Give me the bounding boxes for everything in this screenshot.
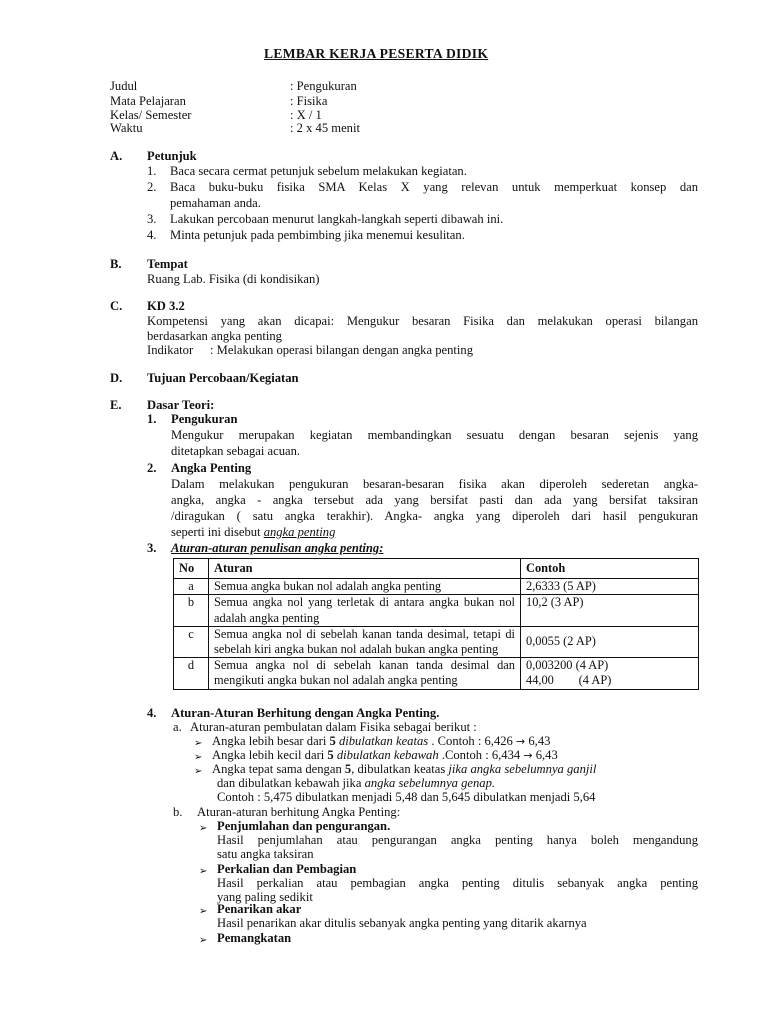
subsection-heading: Aturan-Aturan Berhitung dengan Angka Penting. [171, 706, 440, 720]
rule-number: 5 [327, 748, 334, 762]
operation-title: Perkalian dan Pembagian [217, 862, 357, 876]
rounding-example: Contoh : 5,475 dibulatkan menjadi 5,48 dan 5,645 dibulatkan menjadi 5,64 [217, 790, 596, 804]
rule-text: , dibulatkan keatas [351, 762, 449, 776]
operation-text: Hasil perkalian atau pembagian angka penting ditulis sebanyak angka penting [217, 876, 698, 890]
section-letter: D. [110, 371, 123, 385]
sublist-letter: b. [173, 805, 183, 819]
table-row [174, 579, 699, 595]
paragraph-text: seperti ini disebut [171, 525, 264, 539]
cell-example: 2,6333 (5 AP) [521, 579, 699, 595]
operation-text: yang paling sedikit [217, 890, 313, 904]
section-heading: Petunjuk [147, 149, 197, 163]
rule-text: Angka tepat sama dengan [212, 762, 345, 776]
operation-title: Pemangkatan [217, 931, 292, 945]
subsection-number: 2. [147, 461, 157, 475]
section-letter: A. [110, 149, 123, 163]
cell-no: d [174, 658, 209, 689]
term-angka-penting: angka penting [263, 525, 336, 539]
example-line: 0,003200 (4 AP) [526, 658, 609, 673]
cell-rule: Semua angka bukan nol adalah angka penting [209, 579, 521, 595]
info-label: Judul [110, 79, 138, 93]
paragraph-line [171, 525, 335, 541]
arrow-bullet-icon: ➢ [194, 766, 203, 777]
subsection-heading: Angka Penting [171, 461, 252, 475]
info-value: : Fisika [290, 94, 328, 108]
example-line: 44,00 (4 AP) [526, 673, 612, 688]
info-label: Kelas/ Semester [110, 108, 192, 122]
rule-emphasis: jika angka sebelumnya ganjil [448, 762, 597, 776]
rule-example: . Contoh : 6,426 [431, 734, 513, 748]
arrow-bullet-icon: ➢ [199, 866, 208, 877]
arrow-bullet-icon: ➢ [199, 823, 208, 834]
header-no: No [174, 559, 209, 579]
list-item: Lakukan percobaan menurut langkah-langkah seperti dibawah ini. [170, 212, 504, 226]
table-row [174, 658, 699, 689]
list-number: 4. [147, 228, 157, 242]
cell-example: 0,0055 (2 AP) [521, 626, 699, 657]
rule-number: 5 [329, 734, 336, 748]
section-letter: B. [110, 257, 122, 271]
rule-emphasis: angka sebelumnya genap. [364, 776, 496, 790]
section-text: berdasarkan angka penting [147, 329, 282, 343]
info-label: Mata Pelajaran [110, 94, 186, 108]
info-value: : 2 x 45 menit [290, 121, 360, 135]
rules-table [173, 558, 699, 690]
rule-text: Angka lebih besar dari [212, 734, 330, 748]
cell-no: b [174, 595, 209, 626]
arrow-bullet-icon: ➢ [194, 738, 203, 749]
subsection-number: 1. [147, 412, 157, 426]
cell-example [521, 658, 699, 689]
rule-example: .Contoh : 6,434 [441, 748, 521, 762]
section-letter: C. [110, 299, 123, 313]
section-heading: Tempat [147, 257, 188, 271]
cell-rule: Semua angka nol yang terletak di antara angka bukan nol adalah angka penting [209, 595, 521, 626]
subsection-number: 4. [147, 706, 157, 720]
section-heading: Tujuan Percobaan/Kegiatan [147, 371, 299, 385]
document-title: LEMBAR KERJA PESERTA DIDIK [264, 46, 489, 61]
info-label: Waktu [110, 121, 143, 135]
paragraph-line: ditetapkan sebagai acuan. [171, 444, 301, 458]
paragraph-line: Mengukur merupakan kegiatan membandingkan sesuatu dengan besaran sejenis yang [171, 428, 698, 442]
section-text: Kompetensi yang akan dicapai: Mengukur besaran Fisika dan melakukan operasi bilangan [147, 314, 698, 328]
indikator-label: Indikator [147, 343, 194, 357]
cell-example: 10,2 (3 AP) [521, 595, 699, 626]
list-item: Baca buku-buku fisika SMA Kelas X yang relevan untuk memperkuat konsep dan [170, 180, 698, 194]
sublist-letter: a. [173, 720, 182, 734]
sublist-intro: Aturan-aturan pembulatan dalam Fisika sebagai berikut : [190, 720, 477, 734]
operation-text: satu angka taksiran [217, 847, 314, 861]
rule-text: Angka lebih kecil dari [212, 748, 328, 762]
arrow-bullet-icon: ➢ [194, 752, 203, 763]
table-header-row [174, 559, 699, 579]
operation-text: Hasil penjumlahan atau pengurangan angka penting hanya boleh mengandung [217, 833, 698, 847]
subsection-number: 3. [147, 541, 157, 555]
section-text: Ruang Lab. Fisika (di kondisikan) [147, 272, 320, 286]
rule-text: dan dibulatkan kebawah jika [217, 776, 365, 790]
rule-example-result: 6,43 [535, 748, 558, 762]
operation-title: Penarikan akar [217, 902, 302, 916]
header-contoh: Contoh [521, 559, 699, 579]
paragraph-line: /diragukan ( satu angka terakhir). Angka- angka yang diperoleh dari hasil pengukuran [171, 509, 698, 523]
section-letter: E. [110, 398, 122, 412]
paragraph-line: Dalam melakukan pengukuran besaran-besaran fisika akan diperoleh sederetan angka- [171, 477, 698, 491]
operation-text: Hasil penarikan akar ditulis sebanyak angka penting yang ditarik akarnya [217, 916, 587, 930]
cell-rule: Semua angka nol di sebelah kanan tanda desimal dan mengikuti angka bukan nol adalah angka penting [209, 658, 521, 689]
cell-rule: Semua angka nol di sebelah kanan tanda desimal, tetapi di sebelah kiri angka bukan nol adalah bukan angka penting [209, 626, 521, 657]
table-row [174, 595, 699, 626]
info-value: : X / 1 [290, 108, 322, 122]
list-item-continued: pemahaman anda. [170, 196, 261, 210]
rule-example-result: 6,43 [528, 734, 551, 748]
subsection-heading: Aturan-aturan penulisan angka penting: [171, 541, 384, 555]
section-heading: Dasar Teori: [147, 398, 215, 412]
paragraph-line: angka, angka - angka tersebut ada yang bersifat pasti dan ada yang bersifat taksiran [171, 493, 698, 507]
rule-number: 5 [344, 762, 352, 776]
header-aturan: Aturan [209, 559, 521, 579]
sublist-intro: Aturan-aturan berhitung Angka Penting: [197, 805, 401, 819]
arrow-bullet-icon: ➢ [199, 935, 208, 946]
list-item: Baca secara cermat petunjuk sebelum melakukan kegiatan. [170, 164, 467, 178]
rule-emphasis: dibulatkan keatas [338, 734, 429, 748]
rule-emphasis: dibulatkan kebawah [336, 748, 439, 762]
section-heading: KD 3.2 [147, 299, 185, 313]
info-value: : Pengukuran [290, 79, 357, 93]
subsection-heading: Pengukuran [171, 412, 238, 426]
list-number: 3. [147, 212, 157, 226]
list-number: 1. [147, 164, 157, 178]
indikator-value: : Melakukan operasi bilangan dengan angka penting [210, 343, 473, 357]
right-arrow-icon: → [523, 749, 533, 762]
cell-no: c [174, 626, 209, 657]
list-number: 2. [147, 180, 157, 194]
list-item: Minta petunjuk pada pembimbing jika menemui kesulitan. [170, 228, 465, 242]
arrow-bullet-icon: ➢ [199, 906, 208, 917]
right-arrow-icon: → [516, 735, 526, 748]
operation-title: Penjumlahan dan pengurangan. [217, 819, 391, 833]
cell-no: a [174, 579, 209, 595]
table-row [174, 626, 699, 657]
